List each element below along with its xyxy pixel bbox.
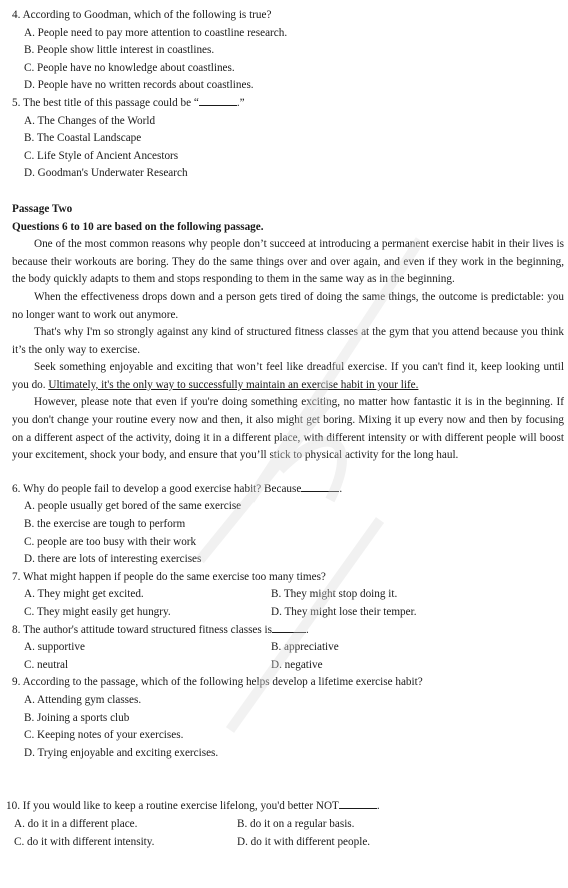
question-stem: 10. If you would like to keep a routine exercise lifelong, you'd better NOT . bbox=[6, 800, 380, 813]
question-4 bbox=[12, 7, 564, 95]
paragraph-4: Seek something enjoyable and exciting that won’t feel like dreadful exercise. If you can't find it, keep looking until you do. Ultimately, it's the only way to successfully maintain an exercise habit in your life. bbox=[12, 361, 564, 391]
exam-page bbox=[6, 7, 564, 851]
question-10 bbox=[6, 798, 564, 851]
option-b: B. the exercise are tough to perform bbox=[24, 518, 186, 531]
option-a: A. Attending gym classes. bbox=[24, 693, 142, 706]
option-c: C. Keeping notes of your exercises. bbox=[24, 729, 184, 742]
question-5 bbox=[12, 95, 564, 183]
option-b: B. Joining a sports club bbox=[24, 711, 130, 724]
answer-blank bbox=[199, 95, 237, 106]
question-stem: 4. According to Goodman, which of the following is true? bbox=[12, 9, 272, 21]
question-stem: 6. Why do people fail to develop a good exercise habit? Because . bbox=[12, 482, 343, 495]
option-c: C. do it with different intensity. bbox=[14, 835, 155, 848]
question-stem: 5. The best title of this passage could be “ .” bbox=[12, 96, 245, 109]
passage-two bbox=[12, 201, 564, 465]
option-b: B. appreciative bbox=[271, 641, 339, 654]
underlined-sentence: Ultimately, it's the only way to successfully maintain an exercise habit in your life. bbox=[48, 378, 419, 391]
question-stem: 7. What might happen if people do the same exercise too many times? bbox=[12, 570, 326, 583]
option-b: B. do it on a regular basis. bbox=[237, 817, 355, 830]
question-stem: 9. According to the passage, which of the following helps develop a lifetime exercise habit? bbox=[12, 676, 423, 689]
option-a: A. people usually get bored of the same exercise bbox=[24, 500, 242, 513]
option-c: C. They might easily get hungry. bbox=[24, 606, 171, 618]
option-d: D. there are lots of interesting exercises bbox=[24, 553, 202, 566]
question-8 bbox=[12, 622, 564, 675]
question-9 bbox=[12, 674, 564, 762]
option-d: D. Goodman's Underwater Research bbox=[24, 167, 188, 180]
paragraph-3: That's why I'm so strongly against any kind of structured fitness classes at the gym that you attend because you think it’s the only way to exercise. bbox=[12, 326, 564, 356]
paragraph-5: However, please note that even if you're doing something exciting, no matter how fantastic it is in the beginning. If you don't change your routine every now and then, it also might get boring. Mixing it up every now and then by focusing on a different aspect of the activity, doing it in a different place, with different intensity or with different people will boost your excitement, shock your body, and ensure that you’ll stick to physical activity for the long haul. bbox=[12, 396, 564, 462]
option-c: C. neutral bbox=[24, 658, 69, 671]
question-7 bbox=[12, 569, 564, 622]
option-a: A. The Changes of the World bbox=[24, 114, 156, 127]
paragraph-1: One of the most common reasons why people don’t succeed at introducing a permanent exercise habit in their lives is because their workouts are boring. They do the same things over and over again, and even if they work in the beginning, the body quickly adapts to them and stops responding to them in the same way as in the beginning. bbox=[12, 238, 564, 286]
option-d: D. do it with different people. bbox=[237, 835, 371, 848]
option-d: D. negative bbox=[271, 658, 323, 671]
option-c: C. people are too busy with their work bbox=[24, 535, 197, 548]
option-b: B. The Coastal Landscape bbox=[24, 132, 142, 145]
answer-blank bbox=[301, 481, 339, 492]
option-a: A. do it in a different place. bbox=[14, 817, 138, 830]
question-6 bbox=[12, 481, 564, 569]
question-stem: 8. The author's attitude toward structured fitness classes is . bbox=[12, 623, 309, 636]
option-a: A. People need to pay more attention to coastline research. bbox=[24, 26, 288, 39]
option-a: A. supportive bbox=[24, 641, 85, 654]
option-d: D. Trying enjoyable and exciting exercises. bbox=[24, 746, 219, 759]
option-a: A. They might get excited. bbox=[24, 588, 144, 601]
option-d: D. People have no written records about coastlines. bbox=[24, 79, 254, 92]
answer-blank bbox=[339, 798, 377, 809]
option-b: B. They might stop doing it. bbox=[271, 588, 398, 601]
paragraph-2: When the effectiveness drops down and a person gets tired of doing the same things, the outcome is predictable: you no longer want to work out anymore. bbox=[12, 290, 564, 321]
passage-instruction: Questions 6 to 10 are based on the following passage. bbox=[12, 220, 264, 233]
option-d: D. They might lose their temper. bbox=[271, 606, 417, 618]
answer-blank bbox=[272, 622, 306, 633]
option-c: C. People have no knowledge about coastlines. bbox=[24, 61, 235, 74]
option-c: C. Life Style of Ancient Ancestors bbox=[24, 149, 179, 162]
option-b: B. People show little interest in coastlines. bbox=[24, 44, 215, 57]
passage-title: Passage Two bbox=[12, 202, 73, 215]
